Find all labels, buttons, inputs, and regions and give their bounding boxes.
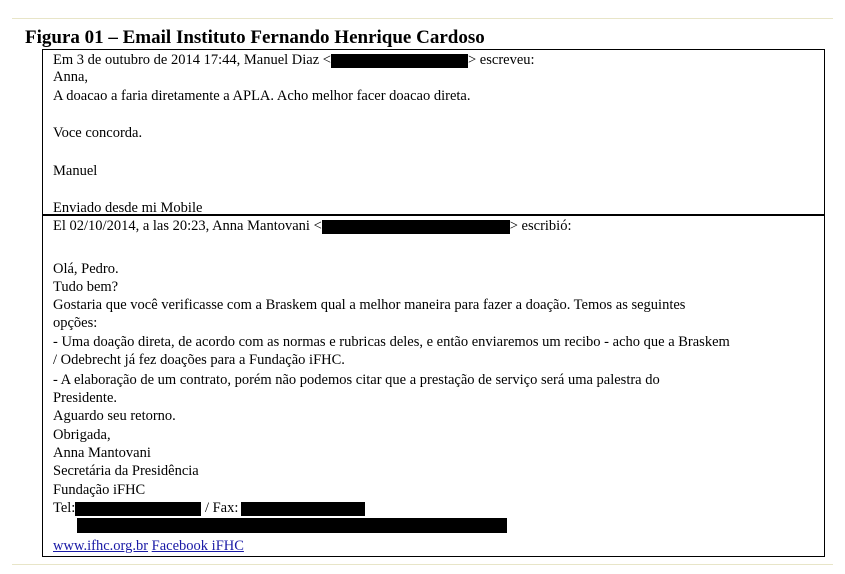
redacted-block [77, 518, 507, 533]
closing: Obrigada, [53, 427, 111, 443]
signature: Manuel [53, 163, 98, 179]
body-line: Tudo bem? [53, 279, 119, 295]
body-line: / Odebrecht já fez doações para a Fundação iFHC. [53, 352, 345, 368]
contact-line: Tel: / Fax: [53, 500, 365, 517]
website-link[interactable]: www.ifhc.org.br [53, 538, 149, 554]
body-line: Presidente. [53, 390, 118, 406]
sent-from: Enviado desde mi Mobile [53, 200, 203, 216]
redacted-email [322, 220, 510, 234]
email-anna-box [42, 215, 825, 557]
links-line [53, 538, 244, 555]
figure-title: Figura 01 – Email Instituto Fernando Henrique Cardoso [25, 27, 485, 48]
signature-name: Anna Mantovani [53, 445, 151, 461]
signature-org: Fundação iFHC [53, 482, 146, 498]
body-line: A doacao a faria diretamente a APLA. Acho melhor facer doacao direta. [53, 88, 471, 104]
signature-title: Secretária da Presidência [53, 463, 199, 479]
email-header: El 02/10/2014, a las 20:23, Anna Mantovani < > escribió: [53, 218, 572, 234]
redacted-email [331, 54, 468, 68]
greeting: Olá, Pedro. [53, 261, 119, 277]
body-line: opções: [53, 315, 98, 331]
top-rule [12, 18, 833, 19]
body-line: Voce concorda. [53, 125, 143, 141]
body-line: Gostaria que você verificasse com a Braskem qual a melhor maneira para fazer a doação. Temos as seguintes [53, 297, 686, 313]
bottom-rule [12, 564, 833, 565]
redacted-phone [75, 502, 201, 516]
facebook-link[interactable]: Facebook iFHC [151, 538, 244, 554]
body-line: Aguardo seu retorno. [53, 408, 176, 424]
email-manuel-box [42, 49, 825, 215]
email-header: Em 3 de outubro de 2014 17:44, Manuel Diaz < > escreveu: [53, 52, 535, 68]
greeting: Anna, [53, 69, 89, 85]
redacted-fax [241, 502, 365, 516]
body-line: - Uma doação direta, de acordo com as normas e rubricas deles, e então enviaremos um recibo - acho que a Braskem [53, 334, 730, 350]
body-line: - A elaboração de um contrato, porém não podemos citar que a prestação de serviço será uma palestra do [53, 372, 660, 388]
